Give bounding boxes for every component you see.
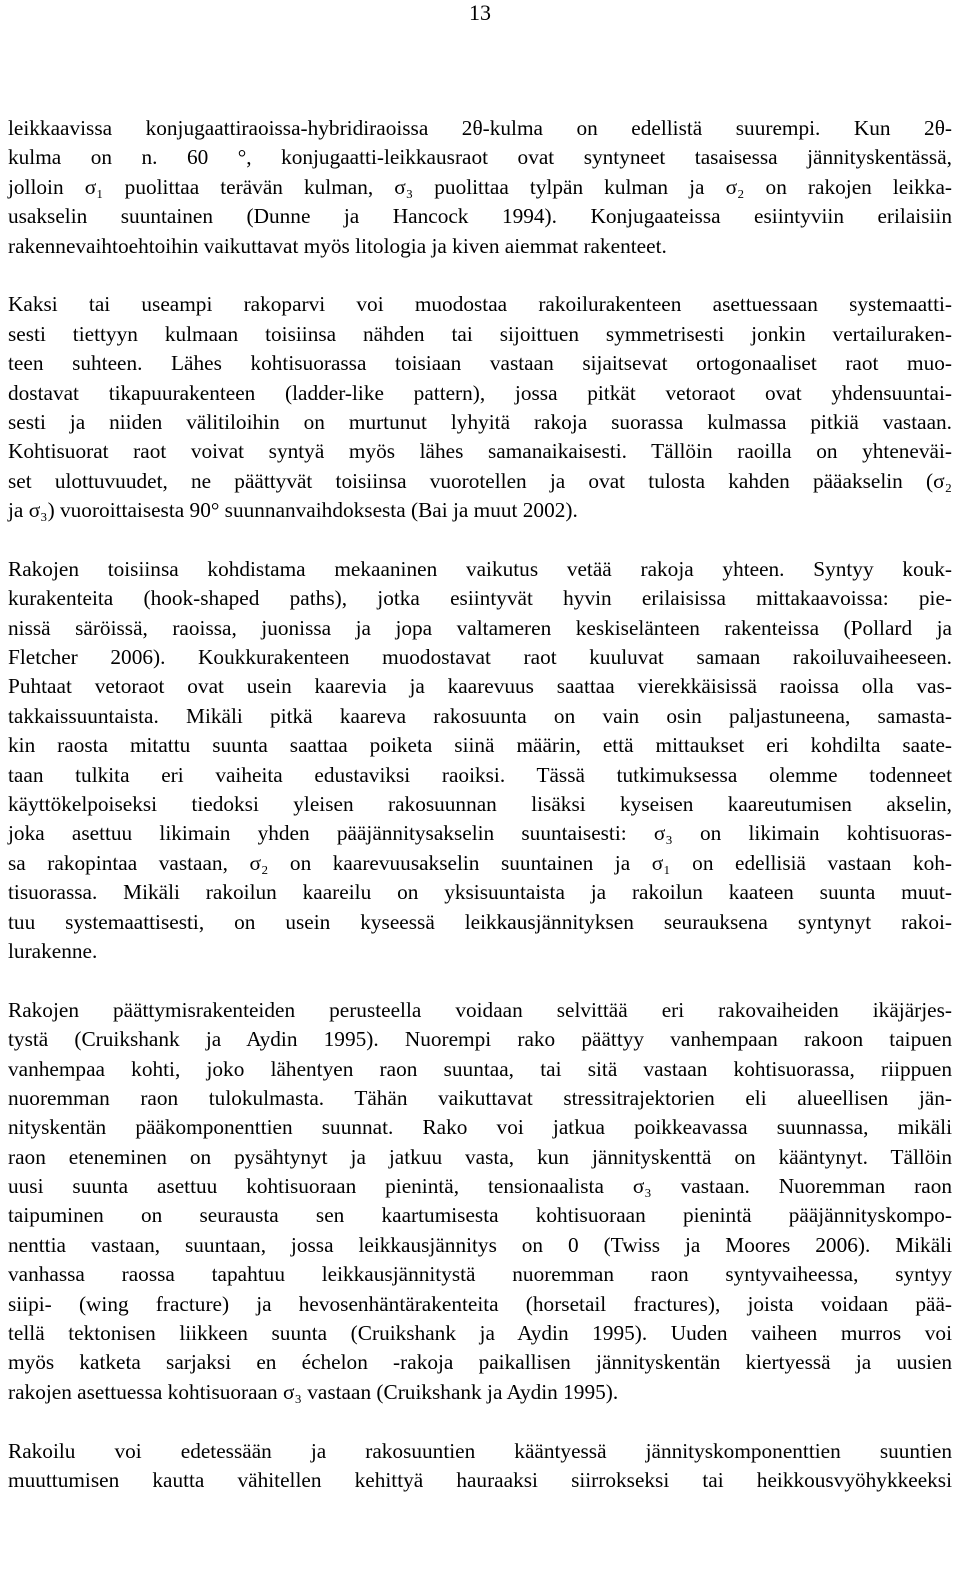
- text-line: Kaksi tai useampi rakoparvi voi muodostaa rakoilurakenteen asettuessaan systemaatti-: [8, 292, 952, 317]
- paragraph-gap: [8, 966, 952, 995]
- text-line: Rakojen päättymisrakenteiden perusteella voidaan selvittää eri rakovaiheiden ikäjärjes-: [8, 997, 952, 1022]
- text-line: nenttia vastaan, suuntaan, jossa leikkausjännitys on 0 (Twiss ja Moores 2006). Mikäli: [8, 1232, 952, 1257]
- text-line: kin raosta mitattu suunta saattaa poiketa siinä määrin, että mittaukset eri kohdilta saate-: [8, 733, 952, 758]
- text-line: taipuminen on seurausta sen kaartumisesta kohtisuoraan pienintä pääjännityskompo-: [8, 1203, 952, 1228]
- text-line: myös katketa sarjaksi en échelon -rakoja paikallisen jännityskentän kiertyessä ja uusien: [8, 1350, 952, 1375]
- text-line: Rakojen toisiinsa kohdistama mekaaninen vaikutus vetää rakoja yhteen. Syntyy kouk-: [8, 556, 952, 581]
- text-line: käyttökelpoiseksi tiedoksi yleisen rakosuunnan lisäksi kyseisen kaareutumisen akselin,: [8, 791, 952, 816]
- text-line: leikkaavissa konjugaattiraoissa-hybridiraoissa 2θ-kulma on edellistä suurempi. Kun 2θ-: [8, 116, 952, 140]
- text-line: nityskentän pääkomponenttien suunnat. Rako voi jatkua poikkeavassa suunnassa, mikäli: [8, 1115, 952, 1140]
- text-line: nuoremman raon tulokulmasta. Tähän vaikuttavat stressitrajektorien eli alueellisen jän-: [8, 1085, 952, 1110]
- text-line: usakselin suuntainen (Dunne ja Hancock 1994). Konjugaateissa esiintyviin erilaisiin: [8, 204, 952, 229]
- text-line: tystä (Cruikshank ja Aydin 1995). Nuorempi rako päättyy vanhempaan rakoon taipuen: [8, 1027, 952, 1052]
- text-line: Puhtaat vetoraot ovat usein kaarevia ja kaarevuus saattaa vierekkäisissä raoissa olla vas-: [8, 674, 952, 699]
- text-line: nissä säröissä, raoissa, juonissa ja jopa valtameren keskiselänteen rakenteissa (Pollard ja: [8, 615, 952, 640]
- text-line: raon eteneminen on pysähtynyt ja jatkuu vasta, kun jännityskenttä on kääntynyt. Tällöin: [8, 1144, 952, 1169]
- text-line: kulma on n. 60 °, konjugaatti-leikkausraot ovat syntyneet tasaisessa jännityskentässä,: [8, 145, 952, 170]
- text-line: Fletcher 2006). Koukkurakenteen muodostavat raot kuuluvat samaan rakoiluvaiheeseen.: [8, 645, 952, 670]
- text-line: tellä tektonisen liikkeen suunta (Cruikshank ja Aydin 1995). Uuden vaiheen murros voi: [8, 1321, 952, 1346]
- text-line: tisuorassa. Mikäli rakoilun kaareilu on yksisuuntaista ja rakoilun kaateen suunta muut-: [8, 880, 952, 905]
- paragraph: [8, 114, 952, 261]
- body-text: [8, 114, 952, 1495]
- paragraph-gap: [8, 525, 952, 554]
- paragraph-gap: [8, 261, 952, 290]
- text-line: vanhempaa kohti, joko lähentyen raon suuntaa, tai sitä vastaan kohtisuorassa, riippuen: [8, 1056, 952, 1081]
- text-line: dostavat tikapuurakenteen (ladder-like pattern), jossa pitkät vetoraot ovat yhdensuuntai-: [8, 380, 952, 405]
- paragraph: [8, 1437, 952, 1496]
- paragraph: [8, 555, 952, 966]
- text-line: set ulottuvuudet, ne päättyvät toisiinsa vuorotellen ja ovat tulosta kahden pääakselin (σ₂: [8, 468, 952, 493]
- text-line: sa rakopintaa vastaan, σ₂ on kaarevuusakselin suuntainen ja σ₁ on edellisiä vastaan koh-: [8, 850, 952, 875]
- text-line: Kohtisuorat raot voivat syntyä myös lähes samanaikaisesti. Tällöin raoilla on yhteneväi-: [8, 439, 952, 464]
- text-line: tuu systemaattisesti, on usein kyseessä leikkausjännityksen seurauksena syntynyt rakoi-: [8, 909, 952, 934]
- text-line: lurakenne.: [8, 938, 98, 963]
- paragraph: [8, 290, 952, 525]
- text-line: takkaissuuntaista. Mikäli pitkä kaareva rakosuunta on vain osin paljastuneena, samasta-: [8, 703, 952, 728]
- text-line: sesti ja niiden välitiloihin on murtunut lyhyitä rakoja suorassa kulmassa pitkiä vastaan.: [8, 409, 952, 434]
- text-line: muuttumisen kautta vähitellen kehittyä hauraaksi siirrokseksi tai heikkousvyöhykkeeksi: [8, 1467, 952, 1492]
- text-line: siipi- (wing fracture) ja hevosenhäntärakenteita (horsetail fractures), joista voidaan pää-: [8, 1291, 952, 1316]
- text-line: taan tulkita eri vaiheita edustaviksi raoiksi. Tässä tutkimuksessa olemme todenneet: [8, 762, 952, 787]
- text-line: vanhassa raossa tapahtuu leikkausjännitystä nuoremman raon syntyvaiheessa, syntyy: [8, 1262, 952, 1287]
- page-number: 13: [469, 0, 491, 25]
- text-line: rakojen asettuessa kohtisuoraan σ₃ vastaan (Cruikshank ja Aydin 1995).: [8, 1379, 619, 1404]
- text-line: joka asettuu likimain yhden pääjännitysakselin suuntaisesti: σ₃ on likimain kohtisuoras-: [8, 821, 952, 846]
- text-line: jolloin σ₁ puolittaa terävän kulman, σ₃ puolittaa tylpän kulman ja σ₂ on rakojen leikka-: [8, 174, 952, 199]
- text-line: Rakoilu voi edetessään ja rakosuuntien kääntyessä jännityskomponenttien suuntien: [8, 1438, 952, 1463]
- text-line: uusi suunta asettuu kohtisuoraan pienintä, tensionaalista σ₃ vastaan. Nuoremman raon: [8, 1174, 952, 1199]
- text-line: sesti tiettyyn kulmaan toisiinsa nähden tai sijoittuen symmetrisesti jonkin vertailuraken-: [8, 321, 952, 346]
- text-line: rakennevaihtoehtoihin vaikuttavat myös litologia ja kiven aiemmat rakenteet.: [8, 233, 667, 258]
- paragraph: [8, 996, 952, 1407]
- paragraph-gap: [8, 1407, 952, 1436]
- text-line: teen suhteen. Lähes kohtisuorassa toisiaan vastaan sijaitsevat ortogonaaliset raot muo-: [8, 351, 952, 376]
- text-line: ja σ₃) vuoroittaisesta 90° suunnanvaihdoksesta (Bai ja muut 2002).: [8, 498, 578, 523]
- text-line: kurakenteita (hook-shaped paths), jotka esiintyvät hyvin erilaisissa mittakaavoissa: pie-: [8, 586, 952, 611]
